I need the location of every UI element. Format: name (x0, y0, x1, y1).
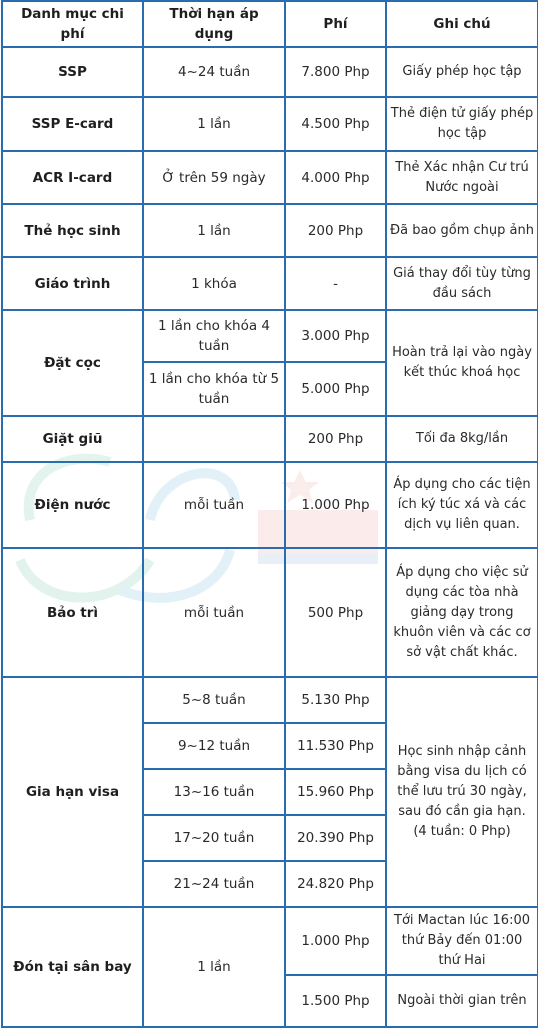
fee-cell: 7.800 Php (285, 47, 386, 97)
header-note: Ghi chú (386, 1, 538, 47)
category-cell: SSP E-card (2, 97, 143, 151)
note-cell: Giấy phép học tập (386, 47, 538, 97)
duration-cell: Ở trên 59 ngày (143, 151, 285, 204)
fee-cell: 5.000 Php (285, 362, 386, 416)
duration-cell (143, 416, 285, 462)
fee-cell: 11.530 Php (285, 723, 386, 769)
fee-cell: 4.500 Php (285, 97, 386, 151)
table-row (2, 677, 538, 723)
table-row (2, 548, 538, 677)
fee-cell: 15.960 Php (285, 769, 386, 815)
duration-cell: 9~12 tuần (143, 723, 285, 769)
duration-cell: 5~8 tuần (143, 677, 285, 723)
duration-cell: 1 lần cho khóa 4 tuần (143, 310, 285, 362)
note-cell: Ngoài thời gian trên (386, 975, 538, 1027)
header-row (2, 1, 538, 47)
category-cell: Thẻ học sinh (2, 204, 143, 257)
fee-cell: 500 Php (285, 548, 386, 677)
duration-cell: mỗi tuần (143, 462, 285, 548)
category-cell: Giáo trình (2, 257, 143, 310)
duration-cell: 1 lần (143, 907, 285, 1027)
fee-cell: 5.130 Php (285, 677, 386, 723)
note-cell: Áp dụng cho việc sử dụng các tòa nhà giảng dạy trong khuôn viên và các cơ sở vật chất khác. (386, 548, 538, 677)
table-row (2, 47, 538, 97)
table-row (2, 416, 538, 462)
duration-cell: 21~24 tuần (143, 861, 285, 907)
table-row (2, 257, 538, 310)
category-cell: Giặt giũ (2, 416, 143, 462)
duration-cell: 1 lần (143, 204, 285, 257)
note-cell: Thẻ điện tử giấy phép học tập (386, 97, 538, 151)
note-cell: Áp dụng cho các tiện ích ký túc xá và các dịch vụ liên quan. (386, 462, 538, 548)
duration-cell: 1 lần (143, 97, 285, 151)
fee-cell: 24.820 Php (285, 861, 386, 907)
fee-cell: 4.000 Php (285, 151, 386, 204)
note-cell: Tới Mactan lúc 16:00 thứ Bảy đến 01:00 thứ Hai (386, 907, 538, 975)
table-row (2, 462, 538, 548)
category-cell: Điện nước (2, 462, 143, 548)
category-cell: Gia hạn visa (2, 677, 143, 907)
category-cell: Đón tại sân bay (2, 907, 143, 1027)
table-row (2, 204, 538, 257)
duration-cell: 1 lần cho khóa từ 5 tuần (143, 362, 285, 416)
duration-cell: 17~20 tuần (143, 815, 285, 861)
fee-cell: 200 Php (285, 416, 386, 462)
fee-cell: 1.000 Php (285, 462, 386, 548)
duration-cell: 4~24 tuần (143, 47, 285, 97)
note-cell: Thẻ Xác nhận Cư trú Nước ngoài (386, 151, 538, 204)
table-row (2, 907, 538, 975)
fee-cell: - (285, 257, 386, 310)
note-cell: Giá thay đổi tùy từng đầu sách (386, 257, 538, 310)
table-row (2, 310, 538, 362)
header-duration: Thời hạn áp dụng (143, 1, 285, 47)
fee-cell: 200 Php (285, 204, 386, 257)
fee-cell: 20.390 Php (285, 815, 386, 861)
category-cell: SSP (2, 47, 143, 97)
fee-table (1, 0, 538, 1028)
duration-cell: 13~16 tuần (143, 769, 285, 815)
note-cell: Hoàn trả lại vào ngày kết thúc khoá học (386, 310, 538, 416)
table-row (2, 151, 538, 204)
note-cell: Học sinh nhập cảnh bằng visa du lịch có thể lưu trú 30 ngày, sau đó cần gia hạn. (4 tuần: 0 Php) (386, 677, 538, 907)
category-cell: Bảo trì (2, 548, 143, 677)
fee-cell: 1.500 Php (285, 975, 386, 1027)
category-cell: ACR I-card (2, 151, 143, 204)
header-category: Danh mục chi phí (2, 1, 143, 47)
duration-cell: 1 khóa (143, 257, 285, 310)
duration-cell: mỗi tuần (143, 548, 285, 677)
table-row (2, 97, 538, 151)
fee-cell: 3.000 Php (285, 310, 386, 362)
note-cell: Đã bao gồm chụp ảnh (386, 204, 538, 257)
note-cell: Tối đa 8kg/lần (386, 416, 538, 462)
category-cell: Đặt cọc (2, 310, 143, 416)
fee-cell: 1.000 Php (285, 907, 386, 975)
header-fee: Phí (285, 1, 386, 47)
